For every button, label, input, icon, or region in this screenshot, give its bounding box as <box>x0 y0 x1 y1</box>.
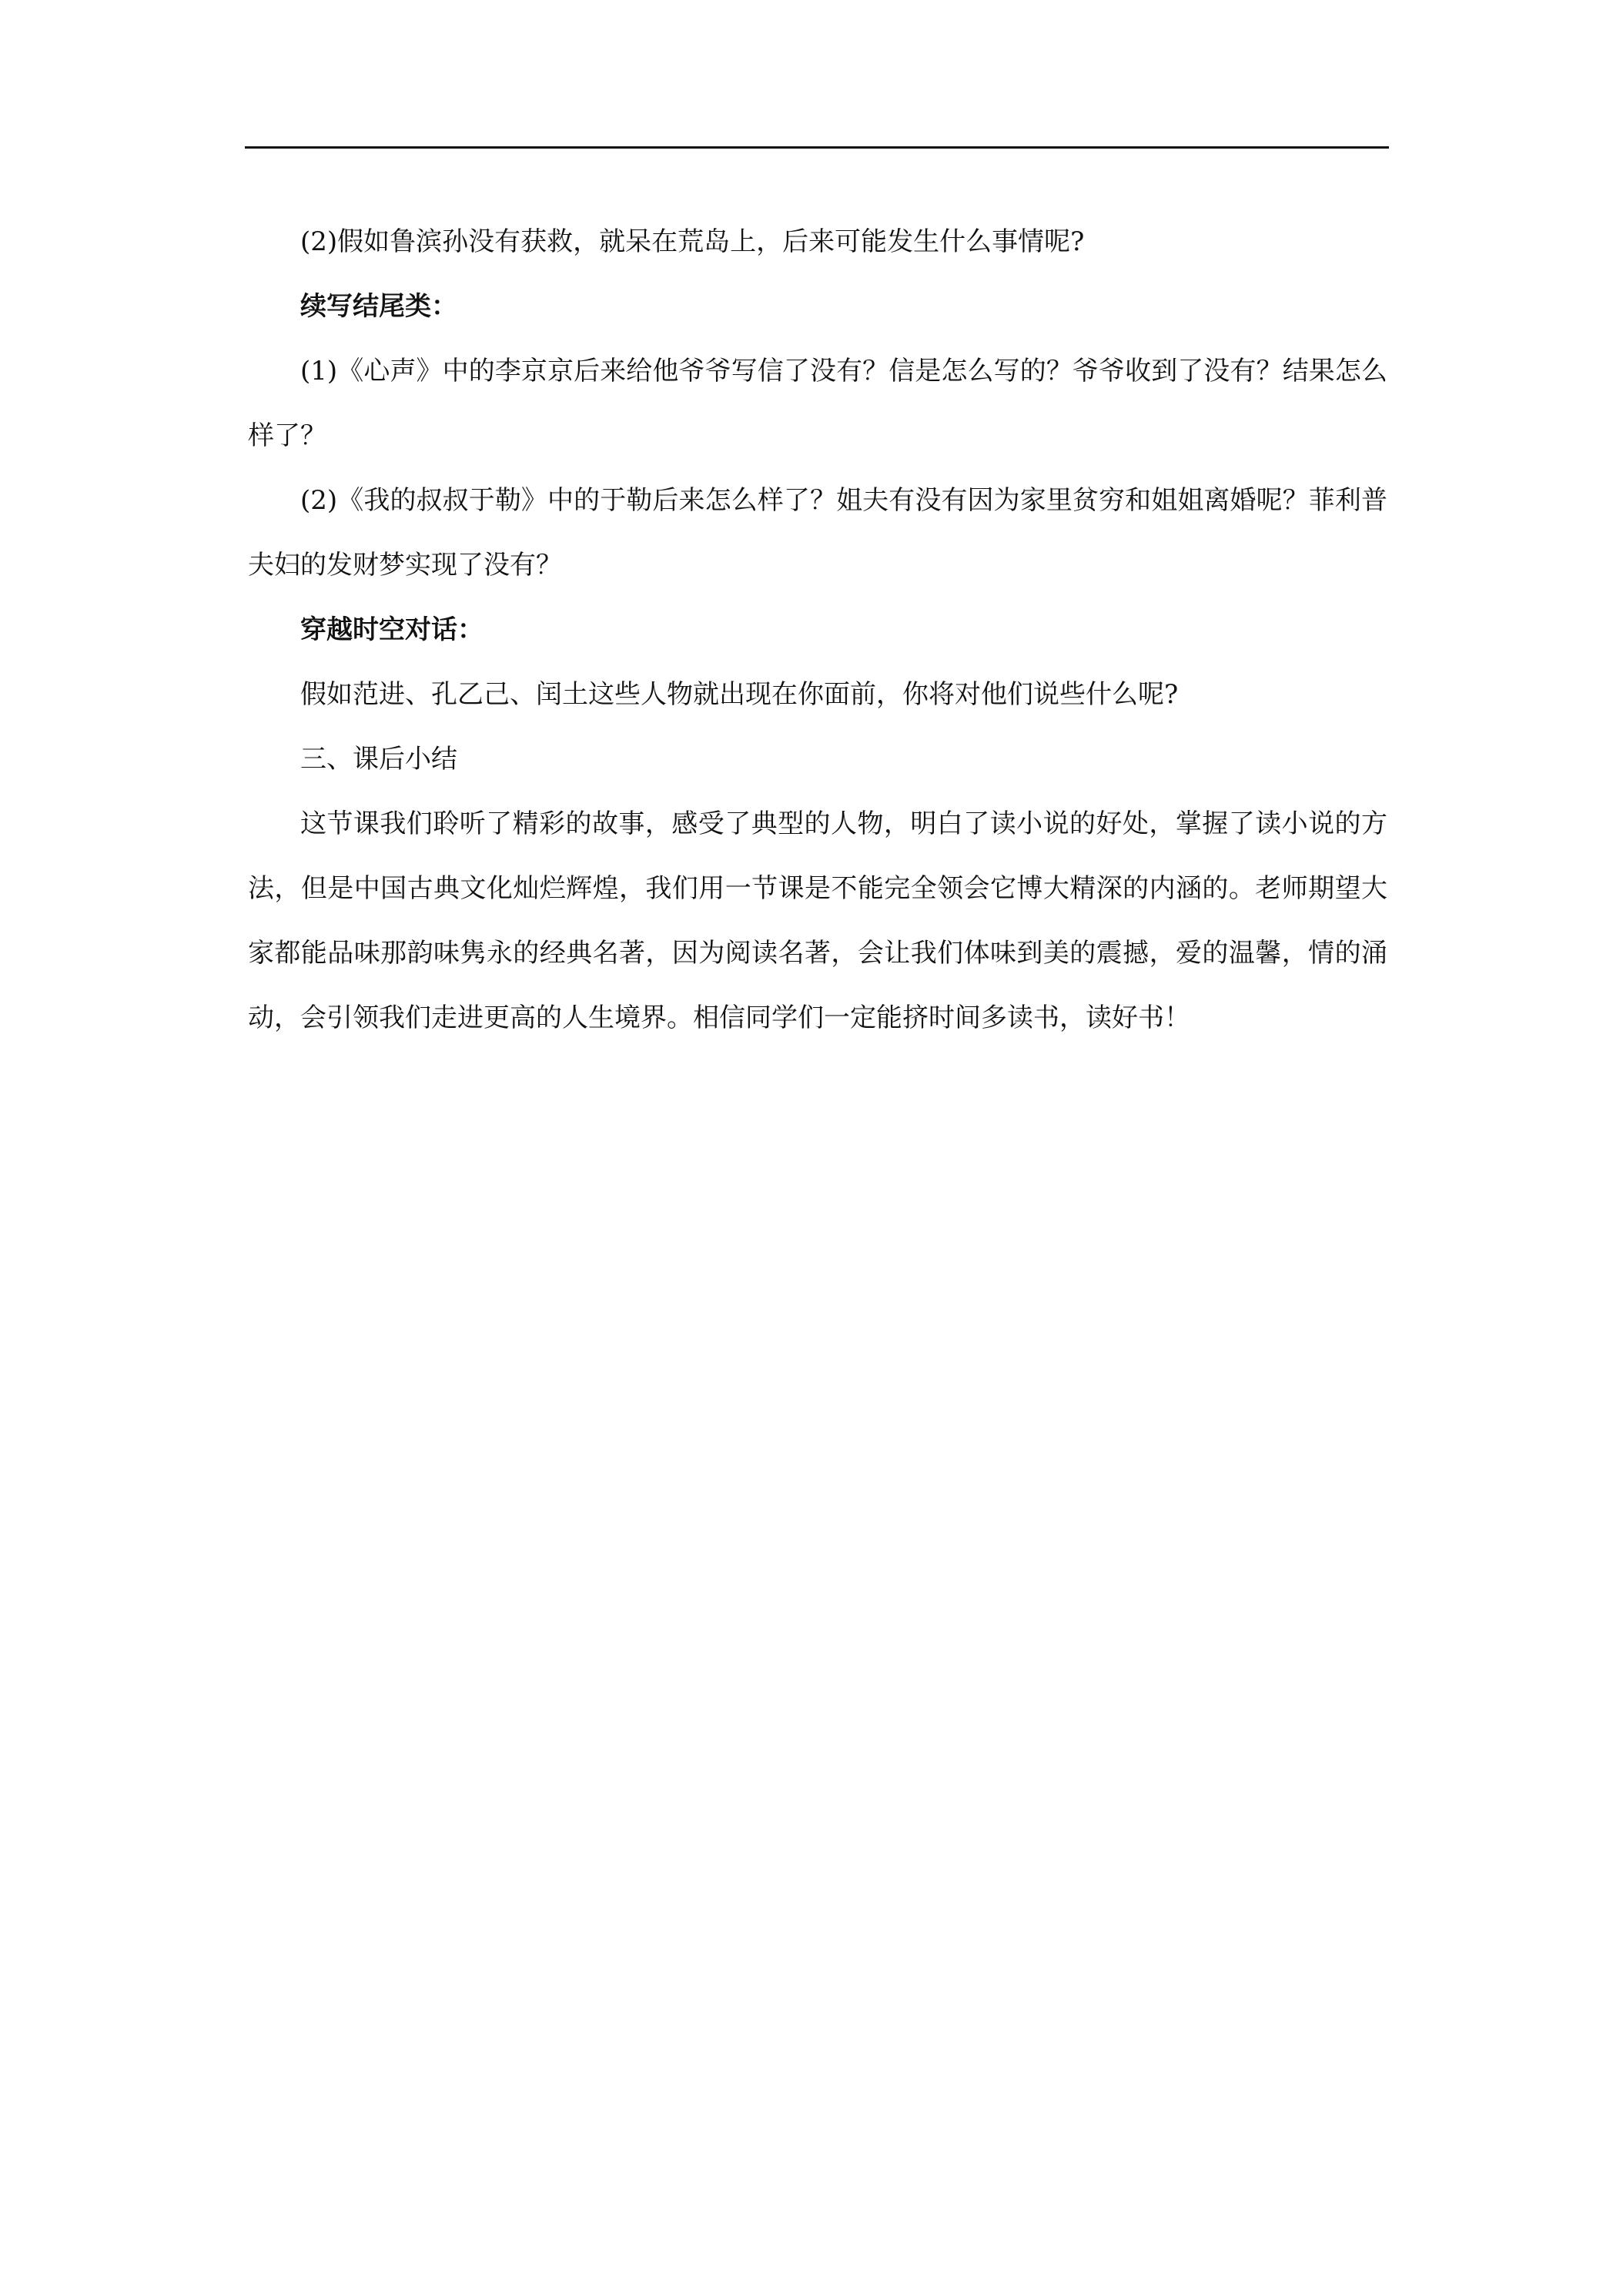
document-body <box>248 209 1387 1050</box>
question-characters-dialogue: 假如范进、孔乙己、闰土这些人物就出现在你面前，你将对他们说些什么呢? <box>300 679 1179 710</box>
summary-paragraph: 这节课我们聆听了精彩的故事，感受了典型的人物，明白了读小说的好处，掌握了读小说的方法，但是中国古典文化灿烂辉煌，我们用一节课是不能完全领会它博大精深的内涵的。老师期望大家都能品味那韵味隽永的经典名著，因为阅读名著，会让我们体味到美的震撼，爱的温馨，情的涌动，会引领我们走进更高的人生境界。相信同学们一定能挤时间多读书，读好书！ <box>248 808 1387 1033</box>
question-uncle-jules: (2)《我的叔叔于勒》中的于勒后来怎么样了？姐夫有没有因为家里贫穷和姐姐离婚呢？菲利普夫妇的发财梦实现了没有？ <box>248 485 1387 581</box>
question-heart-voice: (1)《心声》中的李京京后来给他爷爷写信了没有？信是怎么写的？爷爷收到了没有？结果怎么样了？ <box>248 356 1387 451</box>
question-robinson: (2)假如鲁滨孙没有获救，就呆在荒岛上，后来可能发生什么事情呢? <box>300 226 1085 257</box>
section-heading-continuation-ending: 续写结尾类： <box>300 291 457 322</box>
section-heading-summary: 三、课后小结 <box>300 744 457 775</box>
section-heading-time-travel-dialogue: 穿越时空对话： <box>300 614 484 645</box>
header-rule <box>245 146 1389 149</box>
